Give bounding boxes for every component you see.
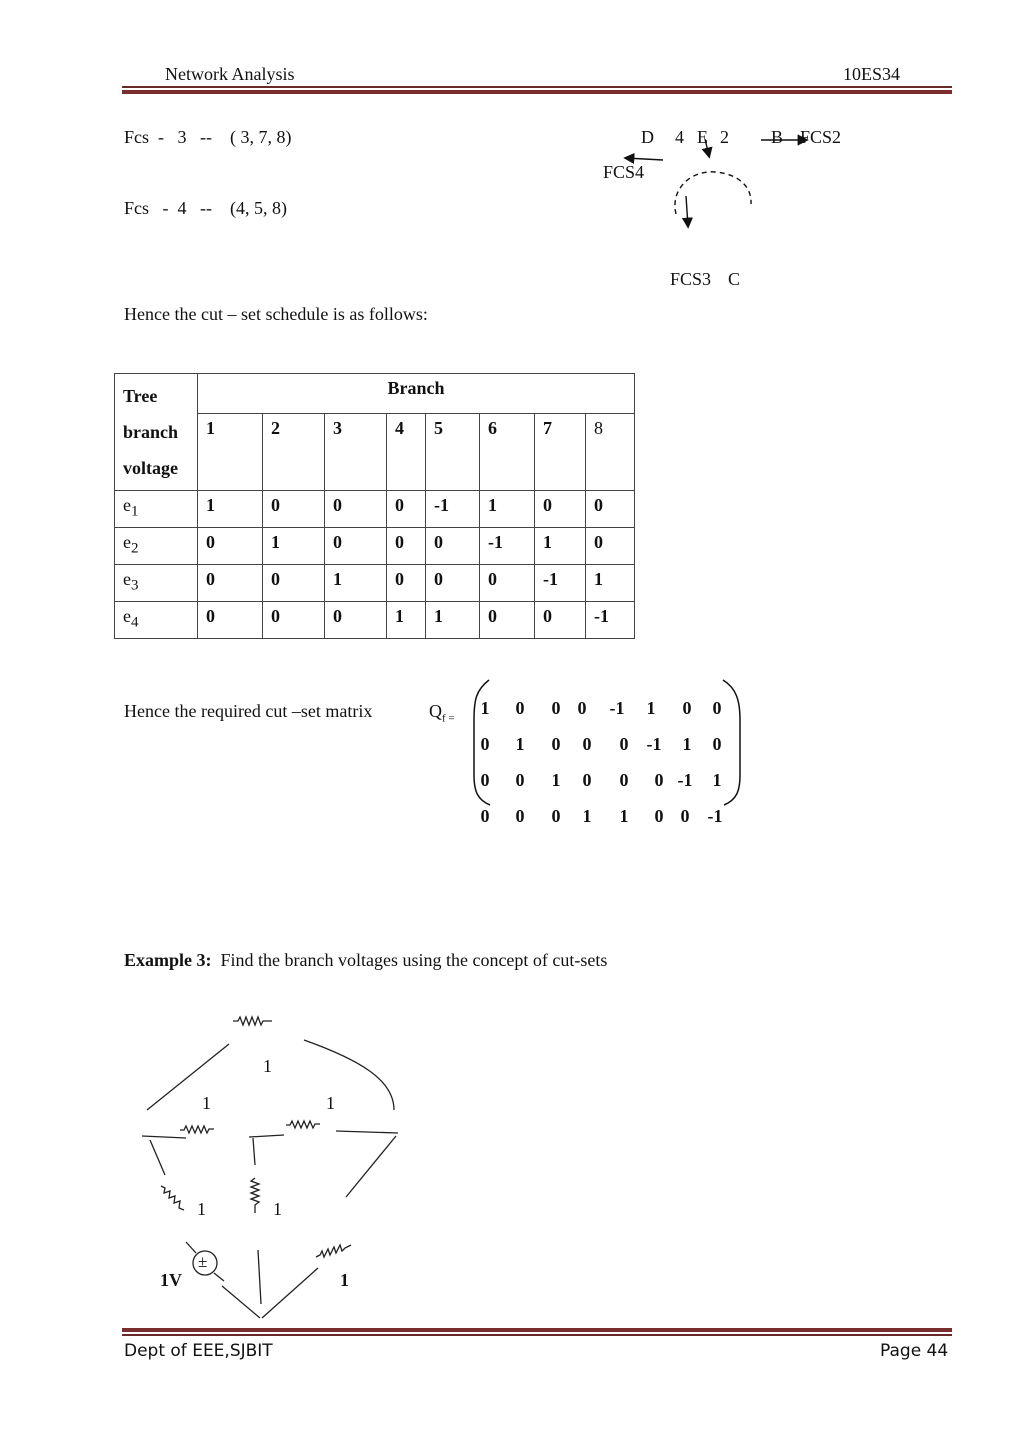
matrix-cell: 1 xyxy=(619,806,629,826)
matrix-cell: 0 xyxy=(712,698,722,718)
table-cell: 0 xyxy=(387,491,426,528)
table-cell: 0 xyxy=(387,528,426,565)
mini-label-fcs4: FCS4 xyxy=(603,162,645,182)
table-col-header: 6 xyxy=(480,414,535,491)
table-cell: 0 xyxy=(480,602,535,639)
table-col-header: 5 xyxy=(426,414,480,491)
matrix-cell: 0 xyxy=(682,698,692,718)
matrix-cell: 0 xyxy=(551,806,561,826)
table-col-header: 8 xyxy=(586,414,635,491)
matrix-cell: 0 xyxy=(551,734,561,754)
matrix-right-bracket xyxy=(723,680,740,805)
table-cell: 0 xyxy=(325,528,387,565)
arrow-fcs3-down xyxy=(686,196,688,226)
arrow-fcs4-left xyxy=(626,158,663,160)
wire-source-bottom xyxy=(214,1273,224,1281)
table-cell: 0 xyxy=(198,528,263,565)
matrix-cell: -1 xyxy=(677,770,693,790)
mini-diagram xyxy=(626,139,806,226)
matrix-cell: -1 xyxy=(707,806,723,826)
matrix-cell: 0 xyxy=(515,770,525,790)
circuit-label-r-top: 1 xyxy=(263,1056,272,1076)
resistor-left xyxy=(180,1126,214,1133)
table-cell: 1 xyxy=(426,602,480,639)
matrix-cell: 0 xyxy=(654,806,664,826)
table-cell: 0 xyxy=(325,491,387,528)
circuit-label-r-v2: 1 xyxy=(273,1199,282,1219)
matrix-cell: -1 xyxy=(609,698,625,718)
schedule-intro: Hence the cut – set schedule is as follows: xyxy=(124,304,428,324)
table-col-header: 1 xyxy=(198,414,263,491)
wire-bottom-right xyxy=(262,1268,318,1318)
wire-source-top xyxy=(186,1242,196,1253)
table-cell: 0 xyxy=(263,565,325,602)
table-cell: 0 xyxy=(586,491,635,528)
footer-dept: Dept of EEE,SJBIT xyxy=(124,1341,273,1361)
matrix-cell: 0 xyxy=(515,806,525,826)
voltage-source xyxy=(193,1251,217,1275)
table-cell: -1 xyxy=(586,602,635,639)
circuit-label-r-v1: 1 xyxy=(197,1199,206,1219)
table-cell: 1 xyxy=(325,565,387,602)
resistor-center-vertical xyxy=(251,1178,259,1213)
matrix-brackets xyxy=(474,680,740,805)
wire-top-right xyxy=(304,1040,394,1110)
mini-label-d: D xyxy=(641,127,654,147)
mini-label-c: C xyxy=(728,269,741,289)
circuit-label-r-left: 1 xyxy=(202,1093,211,1113)
matrix-cell: 0 xyxy=(582,770,592,790)
table-cell: 1 xyxy=(480,491,535,528)
mini-label-fcs3: FCS3 xyxy=(670,269,712,289)
matrix-cell: 0 xyxy=(577,698,587,718)
matrix-cell: 0 xyxy=(582,734,592,754)
mini-label-e: E xyxy=(697,127,708,147)
resistor-top xyxy=(233,1017,272,1025)
resistor-bottom-right xyxy=(316,1245,351,1257)
header-code: 10ES34 xyxy=(843,64,901,84)
matrix-cell: 1 xyxy=(515,734,525,754)
table-cell: -1 xyxy=(535,565,586,602)
table-cell: 0 xyxy=(387,565,426,602)
wire-right-node xyxy=(336,1131,398,1133)
footer-rule-thin xyxy=(122,1334,952,1336)
matrix-cell: -1 xyxy=(646,734,662,754)
matrix-cell: 0 xyxy=(480,806,490,826)
footer-page-number: Page 44 xyxy=(880,1341,949,1361)
table-col-header: 3 xyxy=(325,414,387,491)
footer-rule-thick xyxy=(122,1328,952,1332)
fcs-line-3: Fcs - 3 -- ( 3, 7, 8) xyxy=(124,127,292,147)
circuit-diagram xyxy=(142,1017,398,1318)
mini-label-4: 4 xyxy=(675,127,684,147)
table-row-label: $e_4$ xyxy=(115,602,198,639)
matrix-cell: 0 xyxy=(480,770,490,790)
resistor-right xyxy=(286,1121,320,1128)
mini-label-b: B xyxy=(771,127,784,147)
matrix-cell: 1 xyxy=(646,698,656,718)
table-cell: 0 xyxy=(426,528,480,565)
header-title: Network Analysis xyxy=(165,64,295,84)
wire-left-down xyxy=(150,1140,165,1175)
table-cell: 0 xyxy=(263,602,325,639)
example-heading: Example 3: Find the branch voltages using the concept of cut-sets xyxy=(124,950,608,970)
wire-center-node xyxy=(249,1135,284,1137)
mini-label-2: 2 xyxy=(720,127,729,147)
matrix-cell: 0 xyxy=(680,806,690,826)
table-col-header: 2 xyxy=(263,414,325,491)
table-cell: 0 xyxy=(480,565,535,602)
matrix-symbol: $Q_{f =}$ xyxy=(429,701,455,725)
table-cell: 0 xyxy=(535,602,586,639)
table-cell: 1 xyxy=(263,528,325,565)
table-cell: -1 xyxy=(426,491,480,528)
table-col-header: 7 xyxy=(535,414,586,491)
wire-right-down xyxy=(346,1136,396,1197)
wire-left-node xyxy=(142,1136,186,1138)
matrix-cell: 0 xyxy=(712,734,722,754)
circuit-source-symbol: ± xyxy=(198,1252,208,1271)
matrix-cell: 1 xyxy=(682,734,692,754)
matrix-cell: 0 xyxy=(480,734,490,754)
table-cell: 1 xyxy=(586,565,635,602)
table-cell: 0 xyxy=(426,565,480,602)
table-branch-header: Branch xyxy=(198,374,635,414)
table-cell: 0 xyxy=(198,565,263,602)
matrix-cell: 1 xyxy=(582,806,592,826)
circuit-label-r-right: 1 xyxy=(326,1093,335,1113)
table-col-header: 4 xyxy=(387,414,426,491)
table-cell: 1 xyxy=(198,491,263,528)
circuit-label-r-bottom-right: 1 xyxy=(340,1270,349,1290)
table-cell: 0 xyxy=(198,602,263,639)
table-cell: 1 xyxy=(535,528,586,565)
fcs-line-4: Fcs - 4 -- (4, 5, 8) xyxy=(124,198,288,218)
mini-label-fcs2: FCS2 xyxy=(800,127,842,147)
table-row-label: $e_3$ xyxy=(115,565,198,602)
matrix-cell: 0 xyxy=(515,698,525,718)
table-cell: 0 xyxy=(325,602,387,639)
table-cell: 1 xyxy=(387,602,426,639)
matrix-left-bracket xyxy=(474,680,490,805)
matrix-cell: 0 xyxy=(551,698,561,718)
matrix-intro: Hence the required cut –set matrix xyxy=(124,701,373,721)
matrix-cell: 0 xyxy=(654,770,664,790)
table-cell: 0 xyxy=(263,491,325,528)
circuit-label-source: 1V xyxy=(160,1270,182,1290)
wire-bottom-left xyxy=(222,1286,260,1318)
table-row-label: $e_1$ xyxy=(115,491,198,528)
matrix-cell: 1 xyxy=(480,698,490,718)
matrix-cell: 0 xyxy=(619,734,629,754)
matrix-cell: 1 xyxy=(551,770,561,790)
wire-top-left xyxy=(147,1044,229,1110)
table-row-label: $e_2$ xyxy=(115,528,198,565)
table-cell: -1 xyxy=(480,528,535,565)
resistor-left-vertical xyxy=(161,1186,184,1210)
arrow-e-down xyxy=(705,139,709,156)
table-cell: 0 xyxy=(535,491,586,528)
matrix-cell: 0 xyxy=(619,770,629,790)
matrix-cell: 1 xyxy=(712,770,722,790)
wire-center-down xyxy=(253,1138,255,1165)
table-corner-header: Tree branch voltage xyxy=(115,374,198,491)
table-cell: 0 xyxy=(586,528,635,565)
wire-bottom-center xyxy=(258,1250,261,1304)
